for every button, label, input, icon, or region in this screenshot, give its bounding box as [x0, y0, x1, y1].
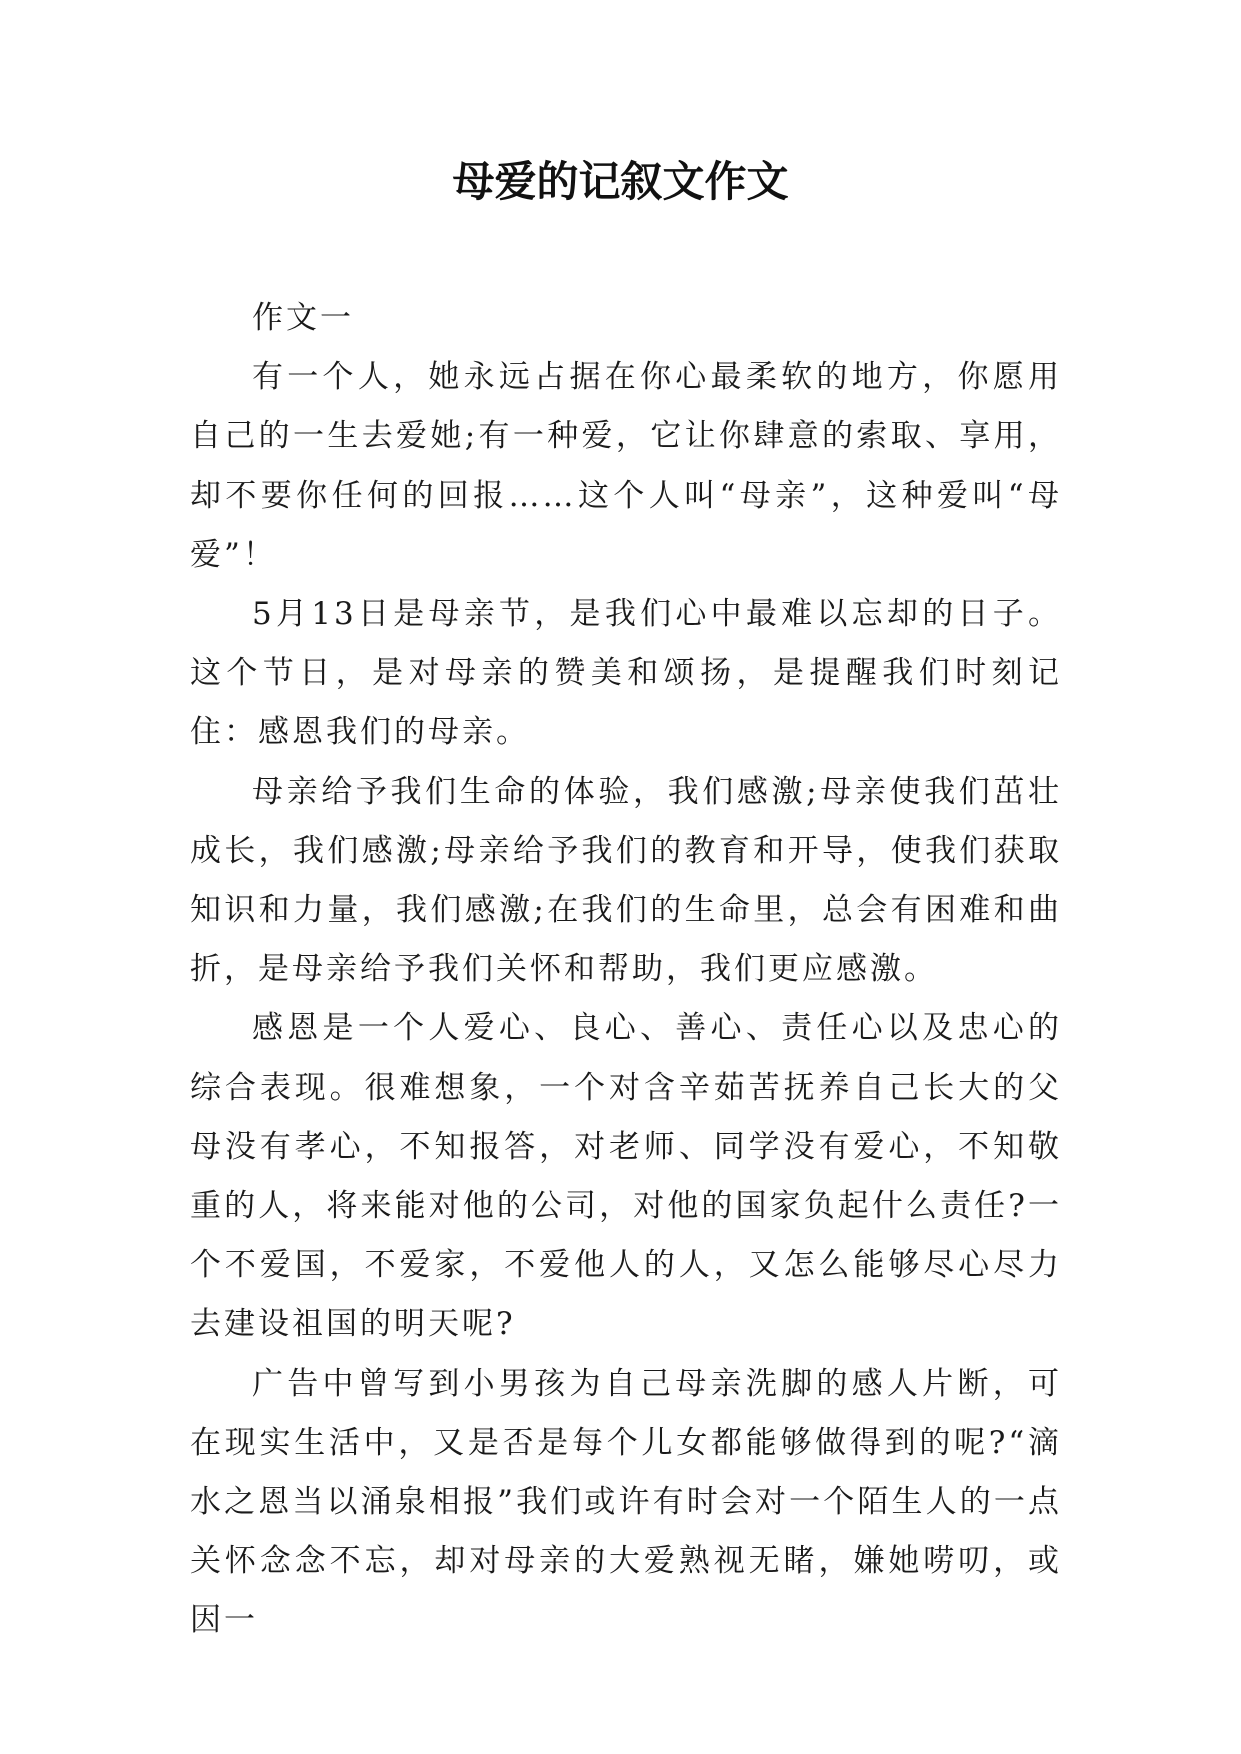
document-title: 母爱的记叙文作文	[452, 157, 789, 206]
paragraph-2: 5月13日是母亲节，是我们心中最难以忘却的日子。这个节日，是对母亲的赞美和颂扬，是提醒我们时刻记住：感恩我们的母亲。	[190, 596, 1062, 751]
section-heading: 作文一	[252, 300, 354, 336]
paragraph-3: 母亲给予我们生命的体验，我们感激;母亲使我们茁壮成长，我们感激;母亲给予我们的教育和开导，使我们获取知识和力量，我们感激;在我们的生命里，总会有困难和曲折，是母亲给予我们关怀和帮助，我们更应感激。	[190, 773, 1062, 988]
paragraph-4: 感恩是一个人爱心、良心、善心、责任心以及忠心的综合表现。很难想象，一个对含辛茹苦抚养自己长大的父母没有孝心，不知报答，对老师、同学没有爱心，不知敬重的人，将来能对他的公司，对他的国家负起什么责任?一个不爱国，不爱家，不爱他人的人，又怎么能够尽心尽力去建设祖国的明天呢?	[190, 1010, 1062, 1343]
paragraph-5: 广告中曾写到小男孩为自己母亲洗脚的感人片断，可在现实生活中，又是否是每个儿女都能够做得到的呢?“滴水之恩当以涌泉相报”我们或许有时会对一个陌生人的一点关怀念念不忘，却对母亲的大爱熟视无睹，嫌她唠叨，或因一	[190, 1365, 1062, 1639]
paragraph-1: 有一个人，她永远占据在你心最柔软的地方，你愿用自己的一生去爱她;有一种爱，它让你肆意的索取、享用，却不要你任何的回报……这个人叫“母亲”，这种爱叫“母爱”！	[190, 359, 1062, 573]
document-body	[190, 289, 1062, 1651]
